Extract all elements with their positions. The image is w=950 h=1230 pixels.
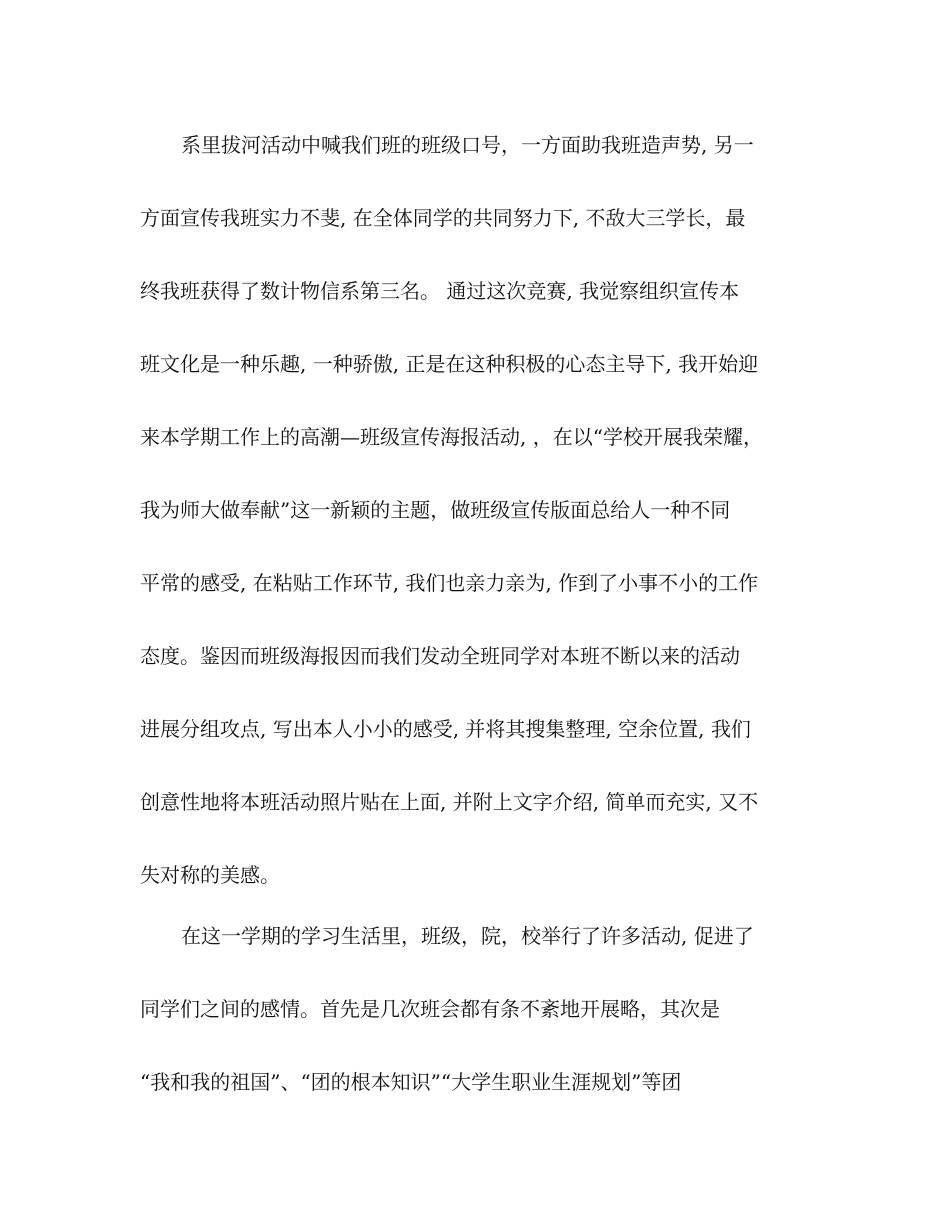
paragraph-1-line-10: 创意性地将本班活动照片贴在上面, 并附上文字介绍, 简单而充实, 又不 <box>140 790 759 814</box>
paragraph-1-line-7: 平常的感受, 在粘贴工作环节, 我们也亲力亲为, 作到了小事不小的工作 <box>140 571 759 595</box>
paragraph-1-line-6: 我为师大做奉献”这一新颖的主题，做班级宣传版面总给人一种不同 <box>140 498 731 522</box>
paragraph-1-line-11: 失对称的美感。 <box>140 863 280 887</box>
paragraph-2-line-3: “我和我的祖国”、“团的根本知识”“大学生职业生涯规划”等团 <box>140 1070 682 1094</box>
paragraph-1-line-9: 进展分组攻点, 写出本人小小的感受, 并将其搜集整理, 空余位置, 我们 <box>140 717 751 741</box>
paragraph-1-line-3: 终我班获得了数计物信系第三名。 通过这次竞赛, 我觉察组织宣传本 <box>140 279 740 303</box>
paragraph-1-line-8: 态度。鉴因而班级海报因而我们发动全班同学对本班不断以来的活动 <box>140 644 740 668</box>
paragraph-1-line-1: 系里拔河活动中喊我们班的班级口号，一方面助我班造声势, 另一 <box>181 133 754 157</box>
paragraph-1-line-5: 来本学期工作上的高潮—班级宣传海报活动, ，在以“学校开展我荣耀， <box>140 425 763 449</box>
paragraph-2-line-2: 同学们之间的感情。首先是几次班会都有条不紊地开展略，其次是 <box>140 997 720 1021</box>
paragraph-2-line-1: 在这一学期的学习生活里，班级，院，校举行了许多活动, 促进了 <box>181 924 754 948</box>
paragraph-1-line-2: 方面宣传我班实力不斐, 在全体同学的共同努力下, 不敌大三学长，最 <box>140 206 746 230</box>
paragraph-1-line-4: 班文化是一种乐趣, 一种骄傲, 正是在这种积极的心态主导下, 我开始迎 <box>140 352 759 376</box>
